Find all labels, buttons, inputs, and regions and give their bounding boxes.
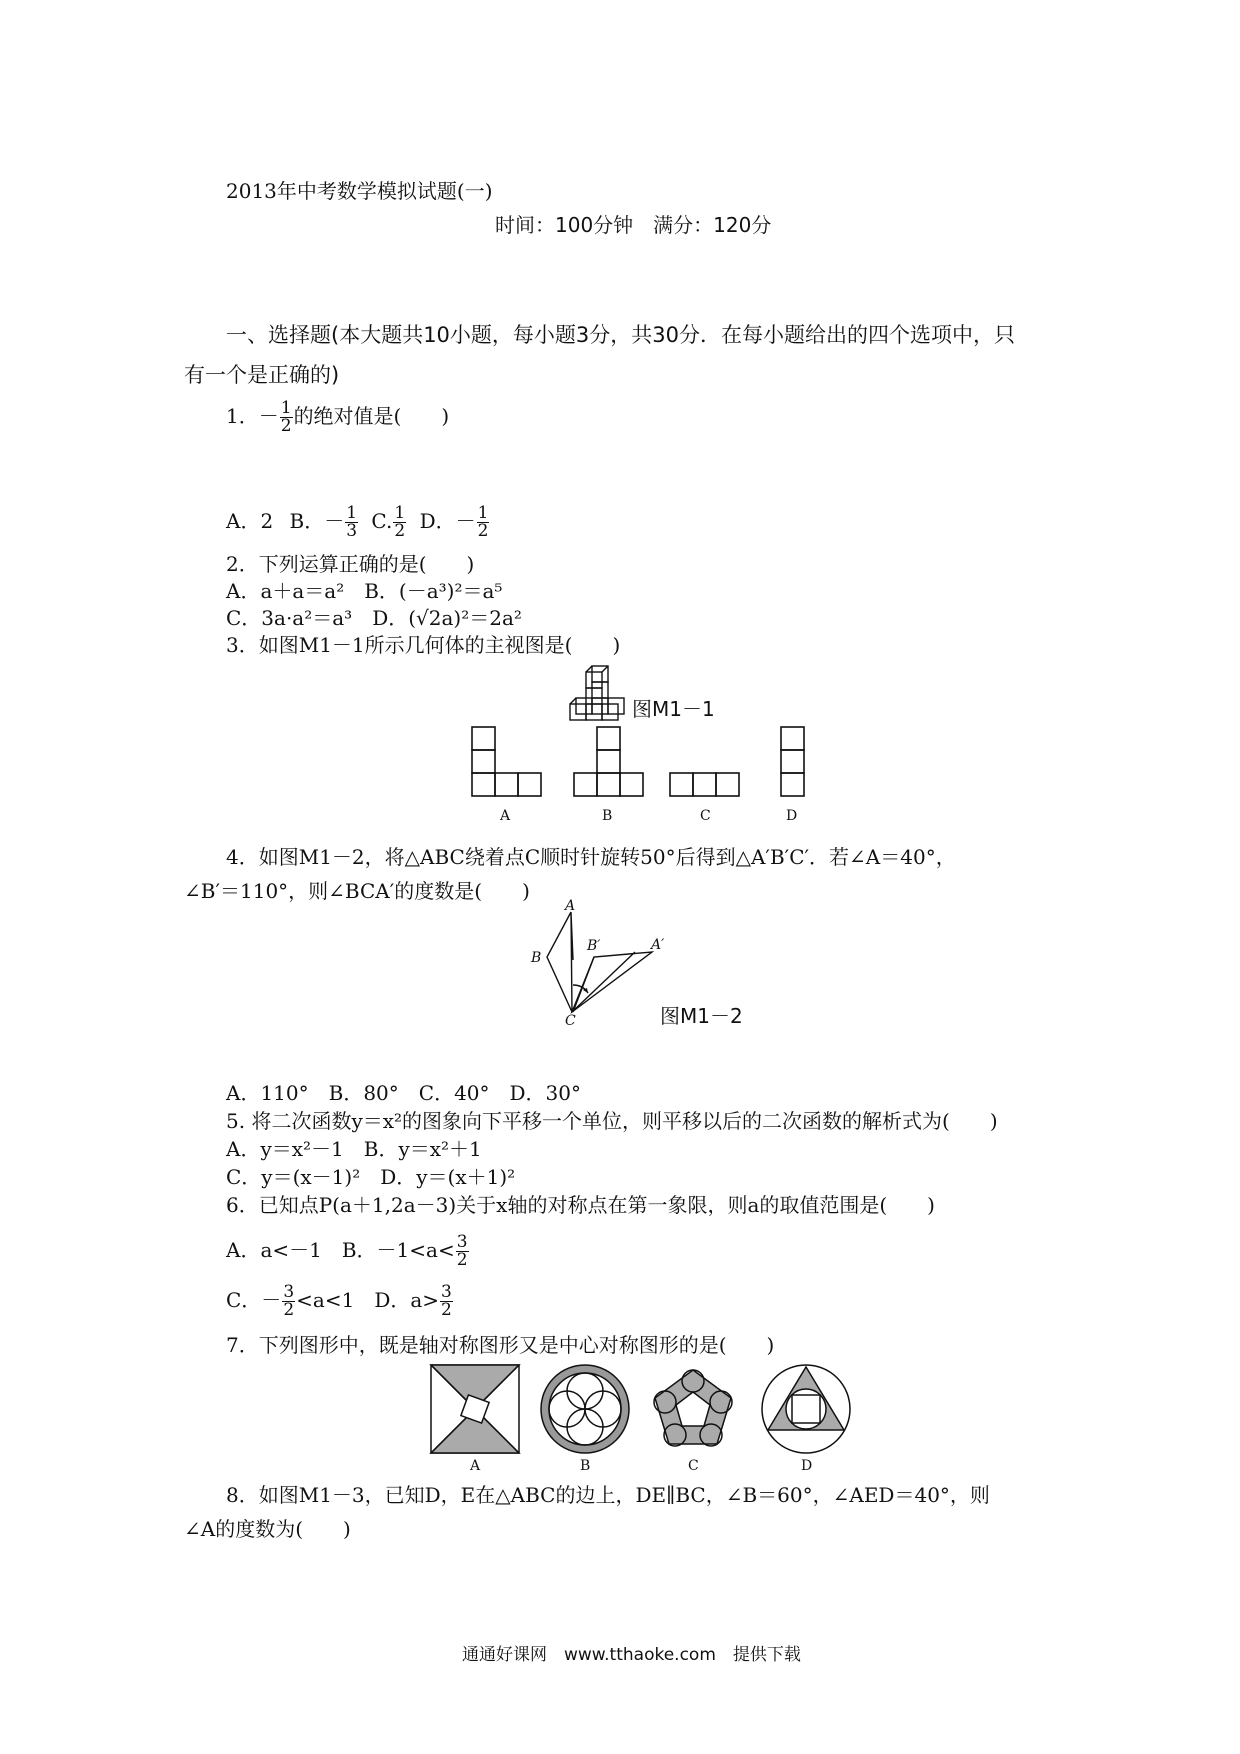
q8-line2: ∠A的度数为( ) (184, 1517, 351, 1541)
q6-options-ab (226, 1234, 470, 1269)
page-footer: 通通好课网 www.tthaoke.com 提供下载 (462, 1645, 801, 1665)
q3-label-b: B (602, 808, 613, 824)
paper-subtitle: 时间：100分钟 满分：120分 (495, 213, 772, 237)
q3-stem: 3．如图M1－1所示几何体的主视图是( ) (226, 633, 621, 657)
q3-view-c (670, 773, 739, 796)
point-a: A (565, 898, 576, 914)
point-c: C (565, 1013, 576, 1029)
q5-options-cd: C．y＝(x－1)² D．y＝(x＋1)² (226, 1165, 516, 1189)
q2-options-cd (226, 605, 522, 631)
q3-view-a (472, 727, 541, 796)
figure-m1-2-caption: 图M1－2 (660, 1004, 743, 1028)
q5-options-ab: A．y＝x²－1 B．y＝x²＋1 (226, 1137, 482, 1161)
q2-option-a: A．a＋a＝a² (226, 579, 345, 603)
q5-stem: 5. 将二次函数y＝x²的图象向下平移一个单位，则平移以后的二次函数的解析式为( ) (226, 1109, 998, 1133)
q6-option-b: B．－1<a< $\frac{3}{2}$ (341, 1232, 468, 1270)
q6-options-cd (226, 1284, 454, 1319)
q1-option-a: A．2 (226, 509, 274, 533)
point-a-prime: A′ (651, 937, 665, 953)
q2-option-c: C．3a·a²＝a³ (226, 606, 353, 630)
q1-fraction (280, 400, 293, 435)
q7-label-d: D (801, 1458, 813, 1474)
q3-label-d: D (786, 808, 798, 824)
q2-stem: 2．下列运算正确的是( ) (226, 552, 475, 576)
figure-m1-1-solid (560, 660, 630, 730)
question-1 (226, 400, 449, 435)
q4-options: A．110° B．80° C．40° D．30° (226, 1081, 581, 1105)
section-heading-line2: 有一个是正确的) (184, 363, 340, 387)
q7-options-figure (428, 1362, 858, 1474)
q1-options (226, 505, 490, 540)
q1-option-d: D．－ $\frac{1}{2}$ (419, 503, 489, 541)
q6-option-a: A．a<－1 (226, 1238, 322, 1262)
q7-label-b: B (580, 1458, 591, 1474)
q8-line1: 8．如图M1－3，已知D，E在△ABC的边上，DE∥BC，∠B＝60°，∠AED＝40°，则 (226, 1483, 990, 1507)
q1-frac-den: 2 (280, 416, 292, 436)
q7-shape-d (762, 1365, 850, 1453)
q6-option-c: C．－ $\frac{3}{2}$ <a<1 (226, 1282, 355, 1320)
q3-label-a: A (500, 808, 511, 824)
q1-frac-num: 1 (280, 398, 292, 418)
q3-view-b (574, 727, 643, 796)
q1-option-c: C. $\frac{1}{2}$ (371, 503, 406, 541)
q2-option-d: D．(√2a)²＝2a² (372, 606, 522, 630)
q4-line1: 4．如图M1－2，将△ABC绕着点C顺时针旋转50°后得到△A′B′C′．若∠A＝40°， (226, 845, 956, 869)
q6-option-d: D．a> $\frac{3}{2}$ (374, 1282, 452, 1320)
q1-option-b: B．－ $\frac{1}{3}$ (289, 503, 358, 541)
q7-label-a: A (470, 1458, 481, 1474)
point-b-prime: B′ (587, 938, 601, 954)
q7-shape-a (431, 1365, 519, 1453)
q7-shape-b (541, 1365, 629, 1453)
q7-stem: 7．下列图形中，既是轴对称图形又是中心对称图形的是( ) (226, 1333, 775, 1357)
q2-option-b: B．(－a³)²＝a⁵ (364, 579, 503, 603)
paper-title: 2013年中考数学模拟试题(一) (226, 179, 493, 203)
q1-number: 1． (226, 404, 259, 428)
q7-label-c: C (688, 1458, 699, 1474)
point-b: B (531, 950, 542, 966)
q4-line2: ∠B′＝110°，则∠BCA′的度数是( ) (184, 879, 530, 903)
q7-shape-c (654, 1370, 732, 1446)
figure-m1-1-caption: 图M1－1 (632, 697, 715, 721)
q6-stem: 6．已知点P(a＋1,2a－3)关于x轴的对称点在第一象限，则a的取值范围是( ) (226, 1193, 935, 1217)
q3-options-figure (470, 725, 820, 825)
q1-text: 的绝对值是( ) (293, 404, 450, 428)
q3-label-c: C (700, 808, 711, 824)
q2-options-ab (226, 578, 502, 604)
q3-view-d (781, 727, 804, 796)
q1-minus: － (258, 404, 279, 428)
section-heading-line1: 一、选择题(本大题共10小题，每小题3分，共30分．在每小题给出的四个选项中，只 (226, 323, 1015, 347)
